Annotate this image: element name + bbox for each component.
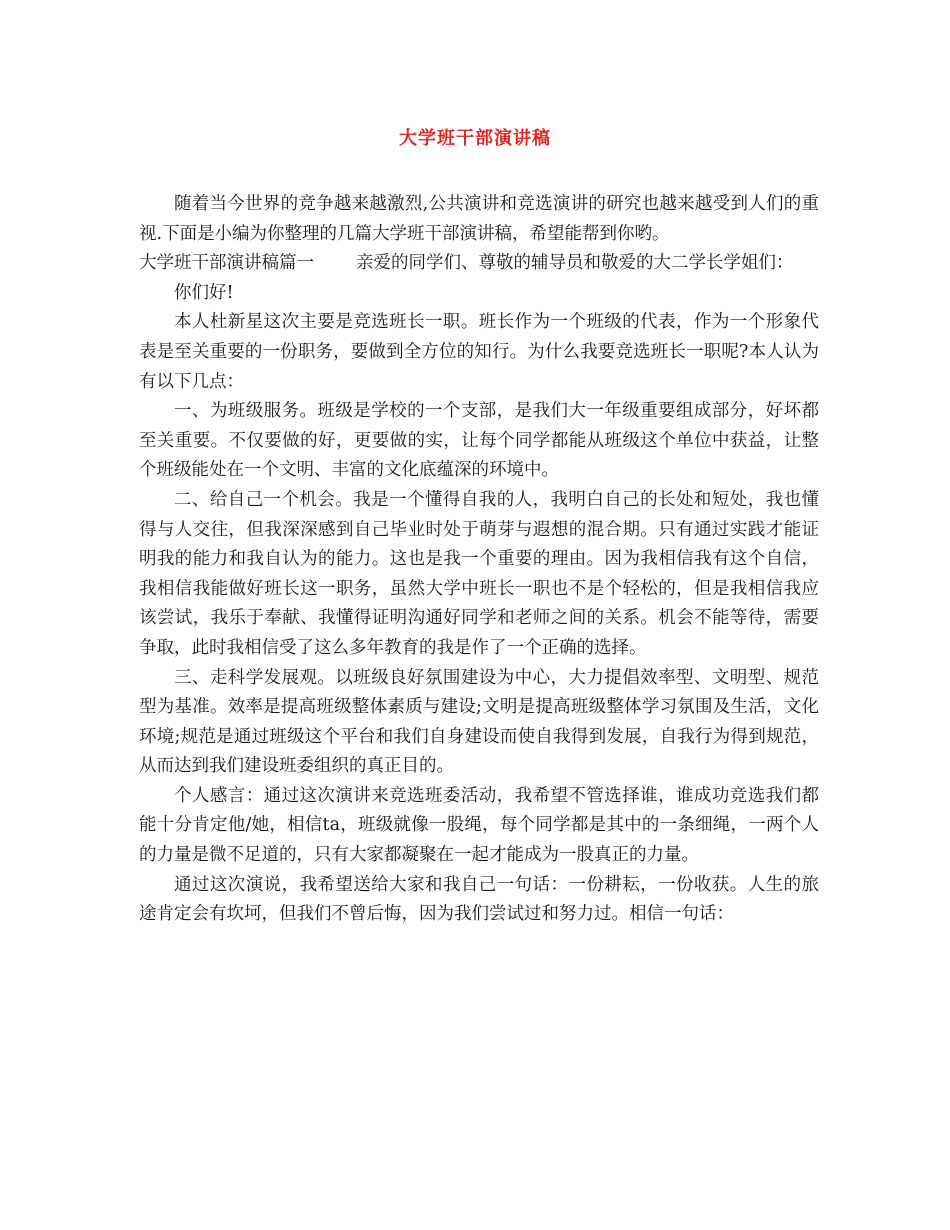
speech-heading: 大学班干部演讲稿篇一 — [139, 253, 314, 274]
speech-heading-line — [139, 249, 819, 279]
body-paragraph: 个人感言：通过这次演讲来竞选班委活动，我希望不管选择谁，谁成功竞选我们都能十分肯定他/她，相信ta，班级就像一股绳，每个同学都是其中的一条细绳，一两个人的力量是微不足道的，只有大家都凝聚在一起才能成为一股真正的力量。 — [139, 785, 819, 866]
document-body — [139, 190, 819, 930]
body-paragraph: 三、走科学发展观。以班级良好氛围建设为中心，大力提倡效率型、文明型、规范型为基准。效率是提高班级整体素质与建设;文明是提高班级整体学习氛围及生活，文化环境;规范是通过班级这个平台和我们自身建设而使自我得到发展，自我行为得到规范，从而达到我们建设班委组织的真正目的。 — [139, 667, 819, 777]
intro-paragraph: 随着当今世界的竞争越来越激烈,公共演讲和竞选演讲的研究也越来越受到人们的重视.下面是小编为你整理的几篇大学班干部演讲稿，希望能帮到你哟。 — [139, 194, 819, 244]
salutation: 亲爱的同学们、尊敬的辅导员和敬爱的大二学长学姐们： — [356, 253, 794, 274]
body-paragraph: 一、为班级服务。班级是学校的一个支部，是我们大一年级重要组成部分，好坏都至关重要。不仅要做的好，更要做的实，让每个同学都能从班级这个单位中获益，让整个班级能处在一个文明、丰富的文化底蕴深的环境中。 — [139, 401, 819, 481]
body-paragraph: 通过这次演说，我希望送给大家和我自己一句话：一份耕耘，一份收获。人生的旅途肯定会有坎坷，但我们不曾后悔，因为我们尝试过和努力过。相信一句话： — [139, 874, 819, 925]
document-title: 大学班干部演讲稿 — [399, 128, 551, 149]
body-paragraph: 本人杜新星这次主要是竞选班长一职。班长作为一个班级的代表，作为一个形象代表是至关重要的一份职务，要做到全方位的知行。为什么我要竞选班长一职呢?本人认为有以下几点： — [139, 312, 819, 392]
body-paragraph: 二、给自己一个机会。我是一个懂得自我的人，我明白自己的长处和短处，我也懂得与人交往，但我深深感到自己毕业时处于萌芽与遐想的混合期。只有通过实践才能证明我的能力和我自认为的能力。这也是我一个重要的理由。因为我相信我有这个自信，我相信我能做好班长这一职务，虽然大学中班长一职也不是个轻松的，但是我相信我应该尝试，我乐于奉献、我懂得证明沟通好同学和老师之间的关系。机会不能等待，需要争取，此时我相信受了这么多年教育的我是作了一个正确的选择。 — [139, 489, 819, 658]
greeting: 你们好! — [174, 282, 234, 303]
